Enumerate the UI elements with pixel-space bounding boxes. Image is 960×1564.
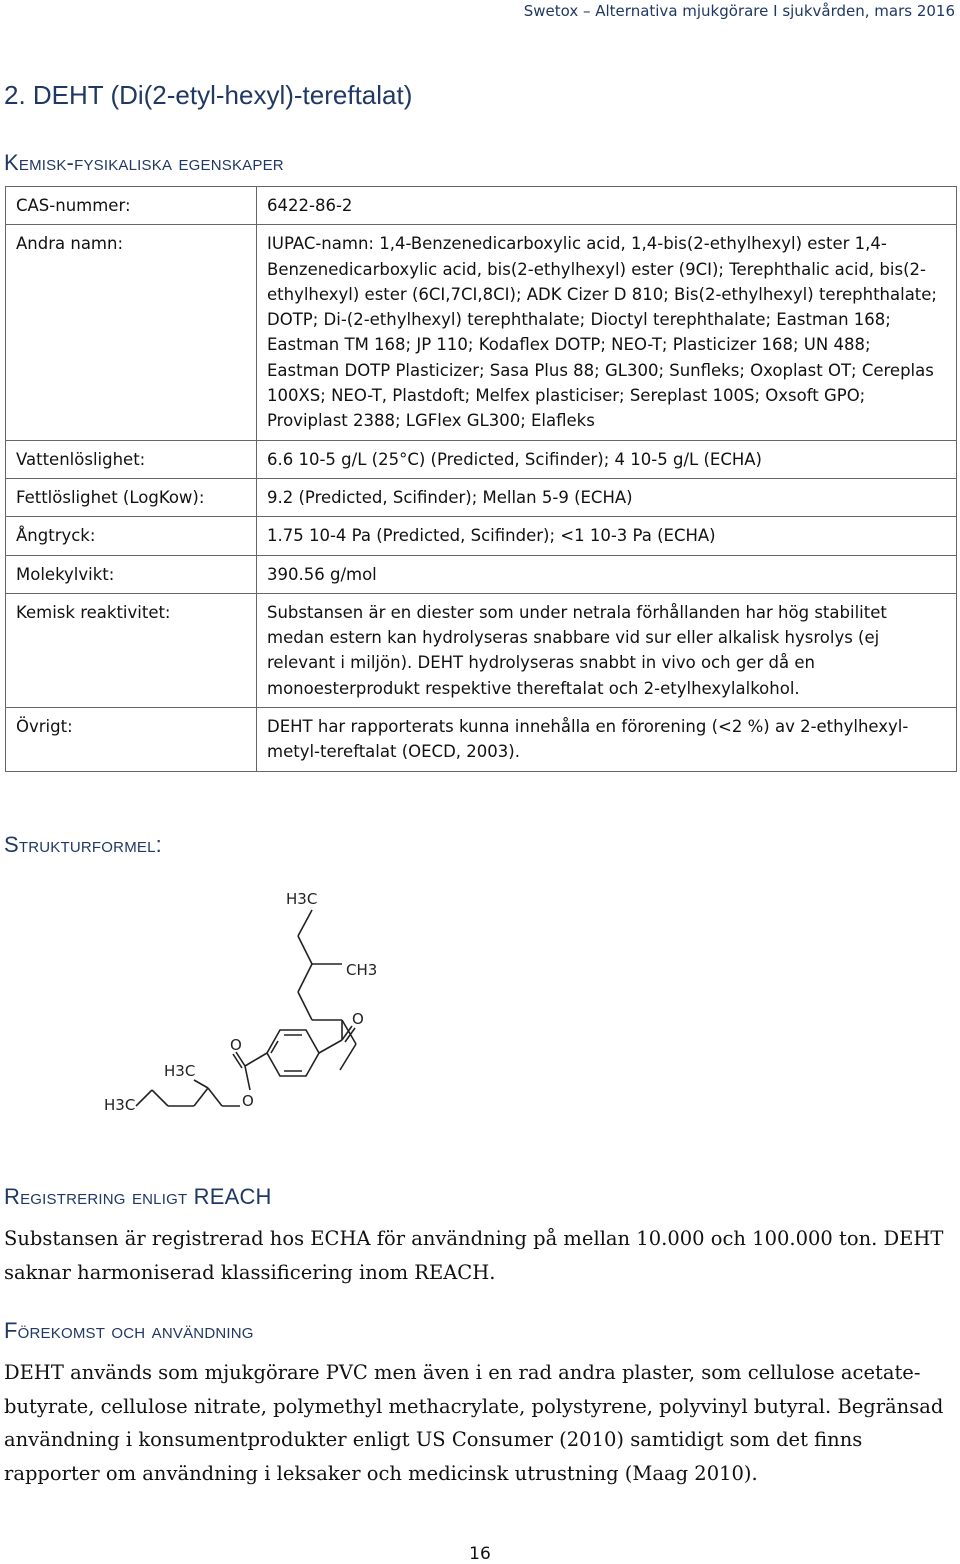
row-value: 390.56 g/mol [257,555,957,593]
table-row [6,517,957,555]
ch3-label: H3C [286,890,318,908]
page-number: 16 [469,1544,491,1564]
ch3-label: H3C [104,1096,136,1114]
table-row [6,225,957,440]
row-key: Kemisk reaktivitet: [6,593,257,707]
properties-heading: Kemisk-fysikaliska egenskaper [4,150,284,175]
row-key: Andra namn: [6,225,257,440]
row-value: DEHT har rapporterats kunna innehålla en förorening (<2 %) av 2-ethylhexyl-metyl-tereftalat (OECD, 2003). [257,708,957,772]
row-value: IUPAC-namn: 1,4-Benzenedicarboxylic acid, 1,4-bis(2-ethylhexyl) ester 1,4-Benzenedicarboxylic acid, bis(2-ethylhexyl) ester (9CI); Terephthalic acid, bis(2-ethylhexyl) ester (6CI,7CI,8CI); ADK Cizer D 810; Bis(2-ethylhexyl) terephthalate; DOTP; Di-(2-ethylhexyl) terephthalate; Dioctyl terephthalate; Eastman 168; Eastman TM 168; JP 110; Kodaflex DOTP; NEO-T; Plasticizer 168; UN 488; Eastman DOTP Plasticizer; Sasa Plus 88; GL300; Sunfleks; Oxoplast OT; Cereplas 100XS; NEO-T, Plastdoft; Melfex plasticiser; Sereplast 100S; Oxsoft GPO; Proviplast 2388; LGFlex GL300; Elafleks [257,225,957,440]
usage-paragraph: DEHT används som mjukgörare PVC men även i en rad andra plaster, som cellulose acetate-butyrate, cellulose nitrate, polymethyl methacrylate, polystyrene, polyvinyl butyral. Begränsad användning i konsumentprodukter enligt US Consumer (2010) samtidigt som det finns rapporter om användning i leksaker och medicinsk utrustning (Maag 2010). [4,1361,944,1485]
table-row [6,440,957,478]
row-value: 1.75 10-4 Pa (Predicted, Scifinder); <1 10-3 Pa (ECHA) [257,517,957,555]
table-row [6,478,957,516]
properties-table [5,186,957,772]
structural-formula-image [90,880,410,1120]
ch3-label: H3C [164,1062,196,1080]
row-value: Substansen är en diester som under netrala förhållanden har hög stabilitet medan estern kan hydrolyseras snabbare vid sur eller alkalisk hysrolys (ej relevant i miljön). DEHT hydrolyseras snabbt in vivo och ger då en monoesterprodukt respektive thereftalat och 2-etylhexylalkohol. [257,593,957,707]
table-row [6,187,957,225]
table-row [6,593,957,707]
section-title: 2. DEHT (Di(2-etyl-hexyl)-tereftalat) [4,80,413,110]
table-row [6,708,957,772]
row-key: CAS-nummer: [6,187,257,225]
usage-heading: Förekomst och användning [4,1318,254,1343]
reach-heading: Registrering enligt REACH [4,1184,272,1209]
row-key: Molekylvikt: [6,555,257,593]
oxygen-label: O [242,1092,254,1110]
ch3-label: CH3 [346,961,378,979]
row-key: Ångtryck: [6,517,257,555]
row-value: 9.2 (Predicted, Scifinder); Mellan 5-9 (ECHA) [257,478,957,516]
structure-heading: Strukturformel: [4,832,162,857]
row-key: Vattenlöslighet: [6,440,257,478]
reach-paragraph: Substansen är registrerad hos ECHA för användning på mellan 10.000 och 100.000 ton. DEHT saknar harmoniserad klassificering inom REACH. [4,1227,944,1284]
row-value: 6.6 10-5 g/L (25°C) (Predicted, Scifinder); 4 10-5 g/L (ECHA) [257,440,957,478]
running-header: Swetox – Alternativa mjukgörare I sjukvården, mars 2016 [523,2,955,20]
table-row [6,555,957,593]
row-value: 6422-86-2 [257,187,957,225]
row-key: Fettlöslighet (LogKow): [6,478,257,516]
oxygen-label: O [230,1036,242,1054]
oxygen-label: O [352,1010,364,1028]
row-key: Övrigt: [6,708,257,772]
